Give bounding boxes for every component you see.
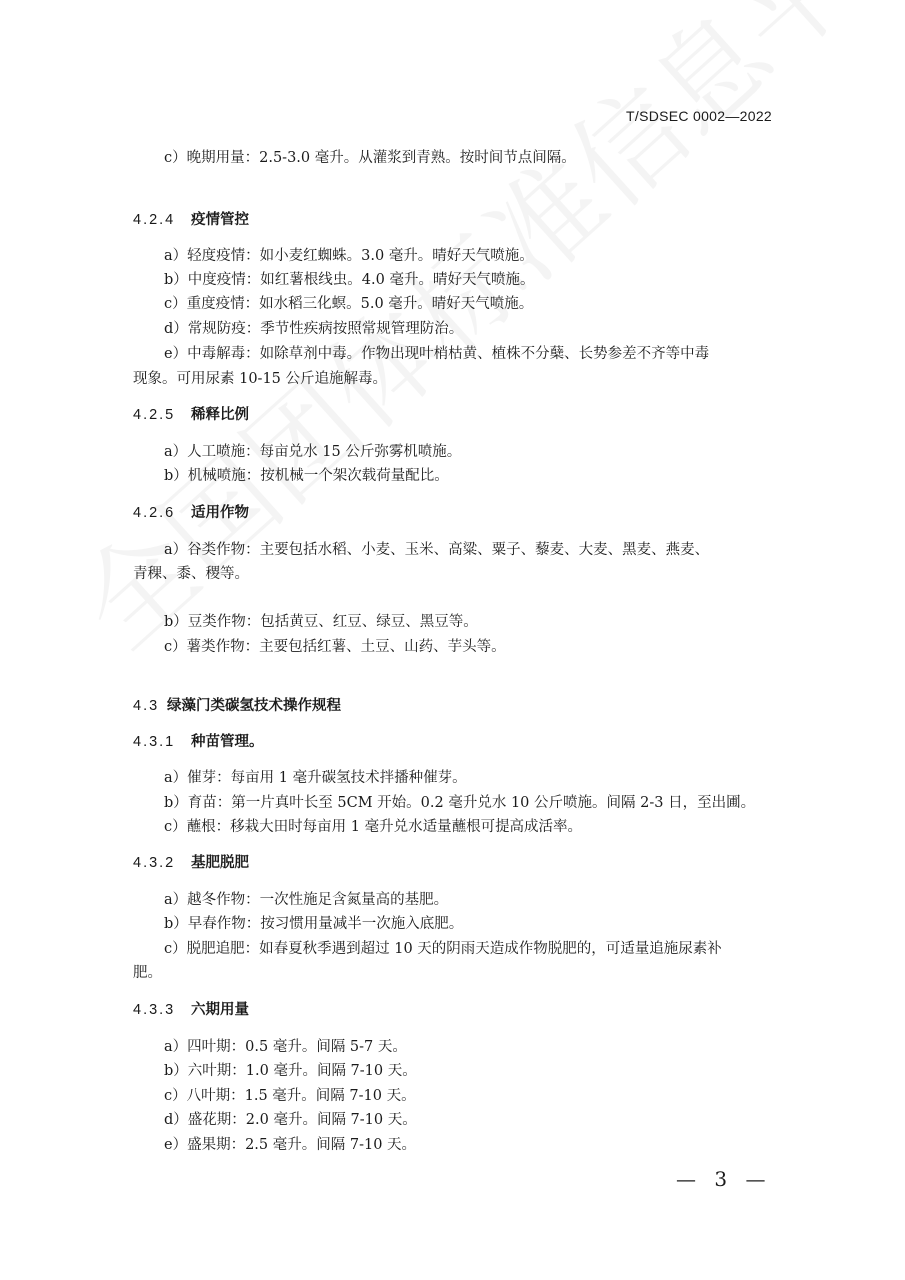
list-item: a）人工喷施：每亩兑水 15 公斤弥雾机喷施。 — [164, 444, 462, 460]
section-number: 4.3 — [133, 698, 160, 714]
list-item: a）谷类作物：主要包括水稻、小麦、玉米、高粱、粟子、藜麦、大麦、黑麦、燕麦、 — [164, 542, 710, 558]
list-item: b）机械喷施：按机械一个架次载荷量配比。 — [164, 468, 449, 484]
section-title: 适用作物 — [191, 505, 249, 521]
section-heading-4-3-2 — [133, 853, 249, 873]
section-title: 六期用量 — [191, 1002, 249, 1018]
list-item: c）八叶期：1.5 毫升。间隔 7-10 天。 — [164, 1088, 416, 1104]
section-heading-4-2-5 — [133, 405, 249, 425]
section-title: 绿藻门类碳氢技术操作规程 — [167, 698, 341, 714]
section-heading-4-2-4 — [133, 210, 249, 230]
section-heading-4-2-6 — [133, 503, 249, 523]
list-item: b）豆类作物：包括黄豆、红豆、绿豆、黑豆等。 — [164, 614, 478, 630]
page-number: — 3 — — [676, 1167, 772, 1191]
list-item: d）盛花期：2.0 毫升。间隔 7-10 天。 — [164, 1112, 417, 1128]
section-number: 4.3.1 — [133, 734, 176, 750]
section-heading-4-3-1 — [133, 732, 264, 752]
section-number: 4.2.5 — [133, 407, 176, 423]
list-item-continuation: 现象。可用尿素 10-15 公斤追施解毒。 — [133, 371, 388, 387]
standard-code: T/SDSEC 0002—2022 — [626, 108, 772, 124]
list-item: c）蘸根：移栽大田时每亩用 1 毫升兑水适量蘸根可提高成活率。 — [164, 819, 583, 835]
section-title: 稀释比例 — [191, 407, 249, 423]
list-item: b）中度疫情：如红薯根线虫。4.0 毫升。晴好天气喷施。 — [164, 272, 535, 288]
list-item: c）脱肥追肥：如春夏秋季遇到超过 10 天的阴雨天造成作物脱肥的，可适量追施尿素补 — [164, 941, 722, 957]
list-item: e）中毒解毒：如除草剂中毒。作物出现叶梢枯黄、植株不分蘖、长势参差不齐等中毒 — [164, 346, 710, 362]
section-heading-4-3 — [133, 696, 341, 716]
list-item: a）催芽：每亩用 1 毫升碳氢技术拌播种催芽。 — [164, 770, 467, 786]
list-item-continuation: 青稞、黍、稷等。 — [133, 566, 249, 582]
section-number: 4.2.4 — [133, 212, 176, 228]
section-title: 种苗管理。 — [191, 734, 264, 750]
section-title: 疫情管控 — [191, 212, 249, 228]
list-item: a）轻度疫情：如小麦红蜘蛛。3.0 毫升。晴好天气喷施。 — [164, 248, 534, 264]
list-item: c）晚期用量：2.5-3.0 毫升。从灌浆到青熟。按时间节点间隔。 — [164, 150, 576, 166]
section-number: 4.3.2 — [133, 855, 176, 871]
list-item: b）早春作物：按习惯用量减半一次施入底肥。 — [164, 916, 464, 932]
list-item: c）重度疫情：如水稻三化螟。5.0 毫升。晴好天气喷施。 — [164, 296, 534, 312]
list-item: a）四叶期：0.5 毫升。间隔 5-7 天。 — [164, 1039, 407, 1055]
list-item: c）薯类作物：主要包括红薯、土豆、山药、芋头等。 — [164, 639, 506, 655]
list-item-continuation: 肥。 — [133, 965, 162, 981]
section-number: 4.2.6 — [133, 505, 176, 521]
list-item: b）六叶期：1.0 毫升。间隔 7-10 天。 — [164, 1063, 417, 1079]
list-item: d）常规防疫：季节性疾病按照常规管理防治。 — [164, 321, 464, 337]
section-heading-4-3-3 — [133, 1000, 249, 1020]
section-number: 4.3.3 — [133, 1002, 176, 1018]
list-item: b）育苗：第一片真叶长至 5CM 开始。0.2 毫升兑水 10 公斤喷施。间隔 2-3 日，至出圃。 — [164, 795, 756, 811]
list-item: e）盛果期：2.5 毫升。间隔 7-10 天。 — [164, 1137, 417, 1153]
list-item: a）越冬作物：一次性施足含氮量高的基肥。 — [164, 892, 449, 908]
section-title: 基肥脱肥 — [191, 855, 249, 871]
